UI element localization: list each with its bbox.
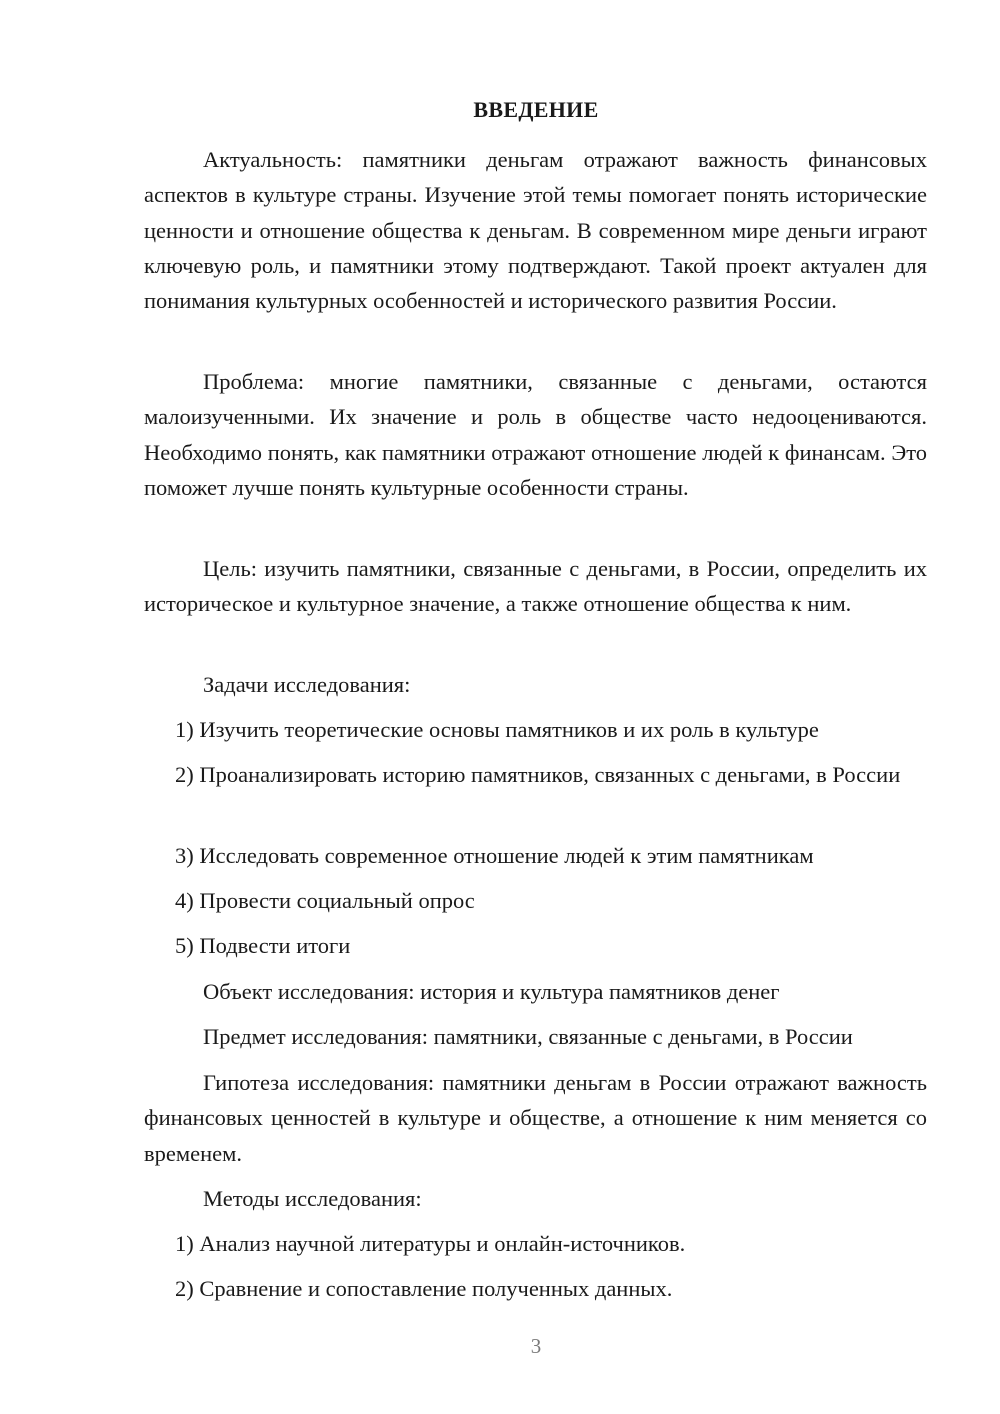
methods-title: Методы исследования:	[203, 1186, 422, 1211]
relevance-paragraph: Актуальность: памятники деньгам отражают важность финансовых аспектов в культуре страны. Изучение этой темы помогает понять исторические ценности и отношение общества к деньгам. В современном мире деньги играют ключевую роль, и памятники этому подтверждают. Такой проект актуален для понимания культурных особенностей и исторического развития России.	[144, 147, 927, 314]
task-item-5: 5) Подвести итоги	[175, 933, 351, 958]
task-item-2: 2) Проанализировать историю памятников, связанных с деньгами, в России	[175, 762, 901, 787]
task-item-3: 3) Исследовать современное отношение людей к этим памятникам	[175, 843, 814, 868]
tasks-title: Задачи исследования:	[203, 672, 411, 697]
problem-paragraph: Проблема: многие памятники, связанные с деньгами, остаются малоизученными. Их значение и роль в обществе часто недооцениваются. Необходимо понять, как памятники отражают отношение людей к финансам. Это поможет лучше понять культурные особенности страны.	[144, 369, 927, 500]
research-object: Объект исследования: история и культура памятников денег	[203, 979, 780, 1004]
task-item-4: 4) Провести социальный опрос	[175, 888, 475, 913]
section-heading: ВВЕДЕНИЕ	[473, 97, 599, 122]
task-item-1: 1) Изучить теоретические основы памятников и их роль в культуре	[175, 717, 819, 742]
hypothesis-paragraph: Гипотеза исследования: памятники деньгам в России отражают важность финансовых ценностей в культуре и обществе, а отношение к ним меняется со временем.	[144, 1070, 927, 1166]
method-item-2: 2) Сравнение и сопоставление полученных данных.	[175, 1276, 673, 1301]
page-number: 3	[530, 1334, 542, 1358]
research-subject: Предмет исследования: памятники, связанные с деньгами, в России	[203, 1024, 853, 1049]
goal-paragraph: Цель: изучить памятники, связанные с деньгами, в России, определить их историческое и культурное значение, а также отношение общества к ним.	[144, 556, 927, 617]
method-item-1: 1) Анализ научной литературы и онлайн-источников.	[175, 1231, 686, 1256]
